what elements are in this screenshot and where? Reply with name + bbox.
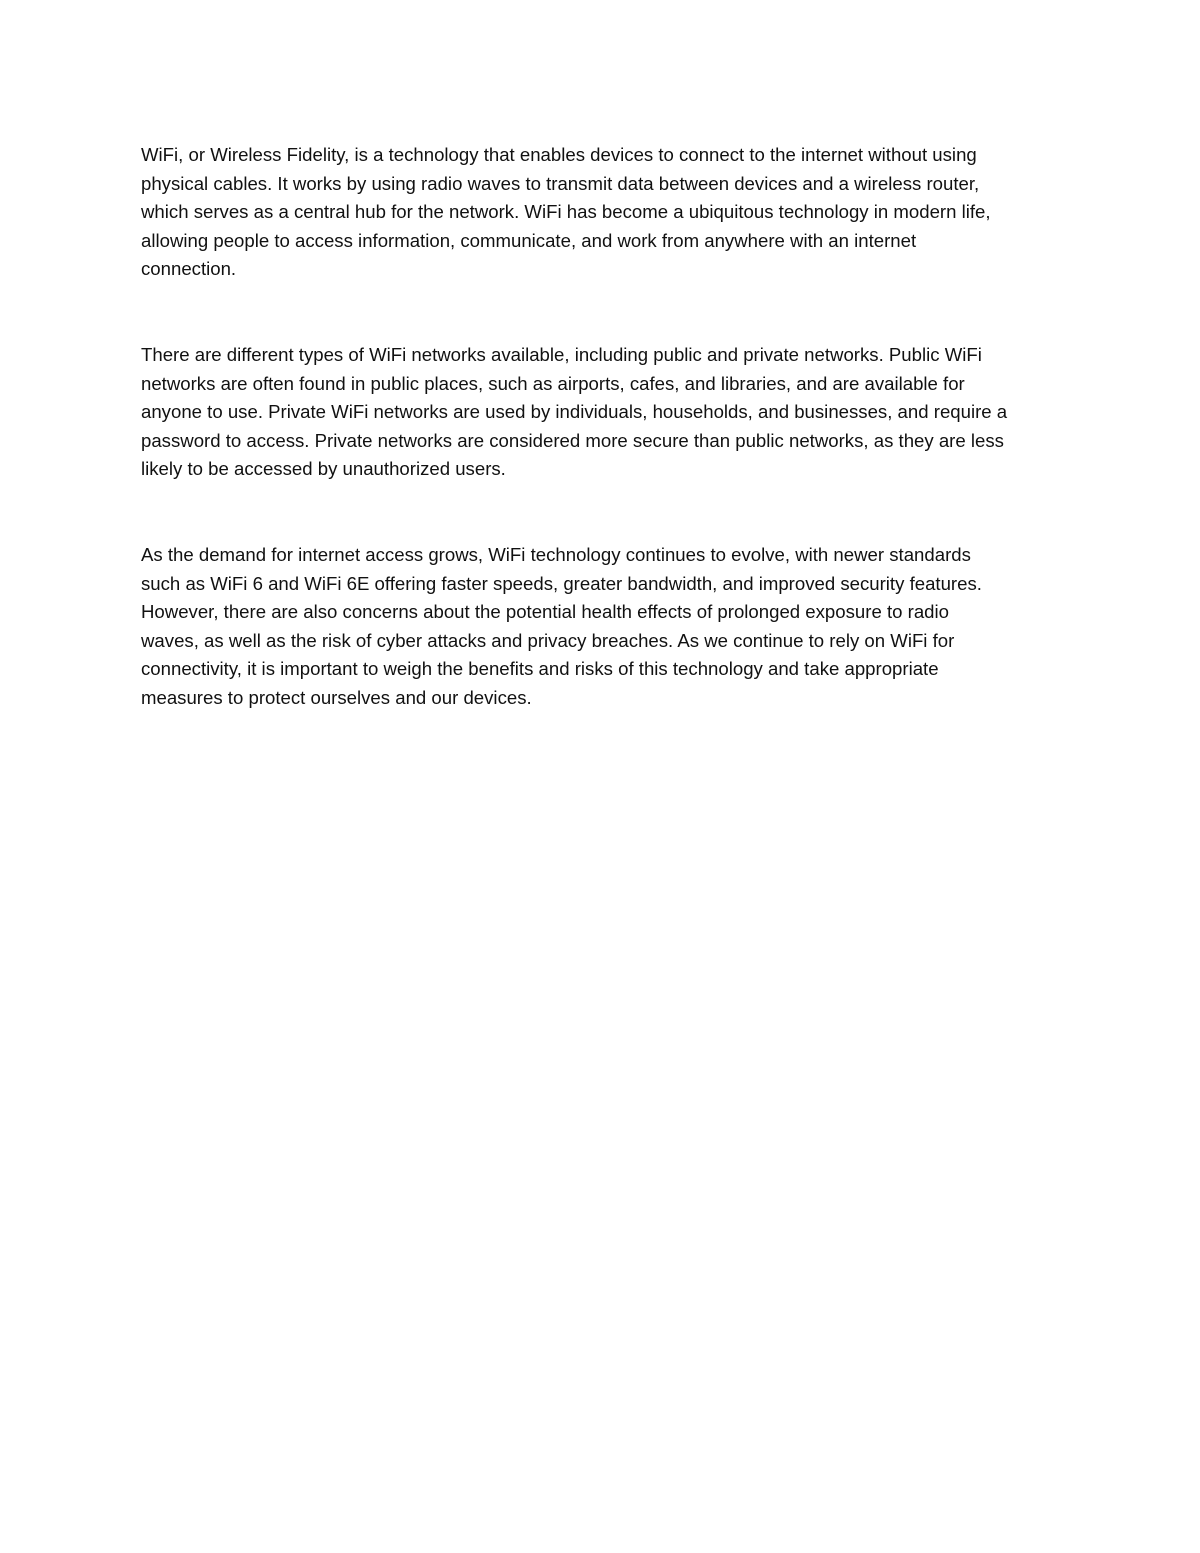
text-line: password to access. Private networks are considered more secure than public networks, as they are less [141,429,1004,451]
paragraph-wifi-intro [141,141,1056,284]
text-line: WiFi, or Wireless Fidelity, is a technology that enables devices to connect to the internet without using [141,144,977,165]
text-line: allowing people to access information, communicate, and work from anywhere with an internet [141,229,917,251]
text-line: such as WiFi 6 and WiFi 6E offering faster speeds, greater bandwidth, and improved security features. [141,572,982,594]
paragraph-network-types [141,341,1056,484]
text-line: connectivity, it is important to weigh the benefits and risks of this technology and take appropriate [141,658,939,680]
text-line: measures to protect ourselves and our devices. [141,686,532,708]
text-line: connection. [141,258,237,280]
paragraph-evolution-concerns [141,541,1056,713]
document-body [141,141,1056,713]
text-line: anyone to use. Private WiFi networks are used by individuals, households, and businesses, and require a [141,401,1008,423]
text-line: physical cables. It works by using radio waves to transmit data between devices and a wireless router, [141,172,980,194]
text-line: likely to be accessed by unauthorized users. [141,458,506,480]
text-line: There are different types of WiFi networks available, including public and private networks. Public WiFi [141,343,982,365]
text-line: which serves as a central hub for the network. WiFi has become a ubiquitous technology in modern life, [141,201,991,223]
text-line: As the demand for internet access grows, WiFi technology continues to evolve, with newer standards [141,543,971,565]
text-line: However, there are also concerns about the potential health effects of prolonged exposure to radio [141,601,949,623]
text-line: networks are often found in public places, such as airports, cafes, and libraries, and are available for [141,372,965,394]
text-line: waves, as well as the risk of cyber attacks and privacy breaches. As we continue to rely on WiFi for [141,629,955,651]
